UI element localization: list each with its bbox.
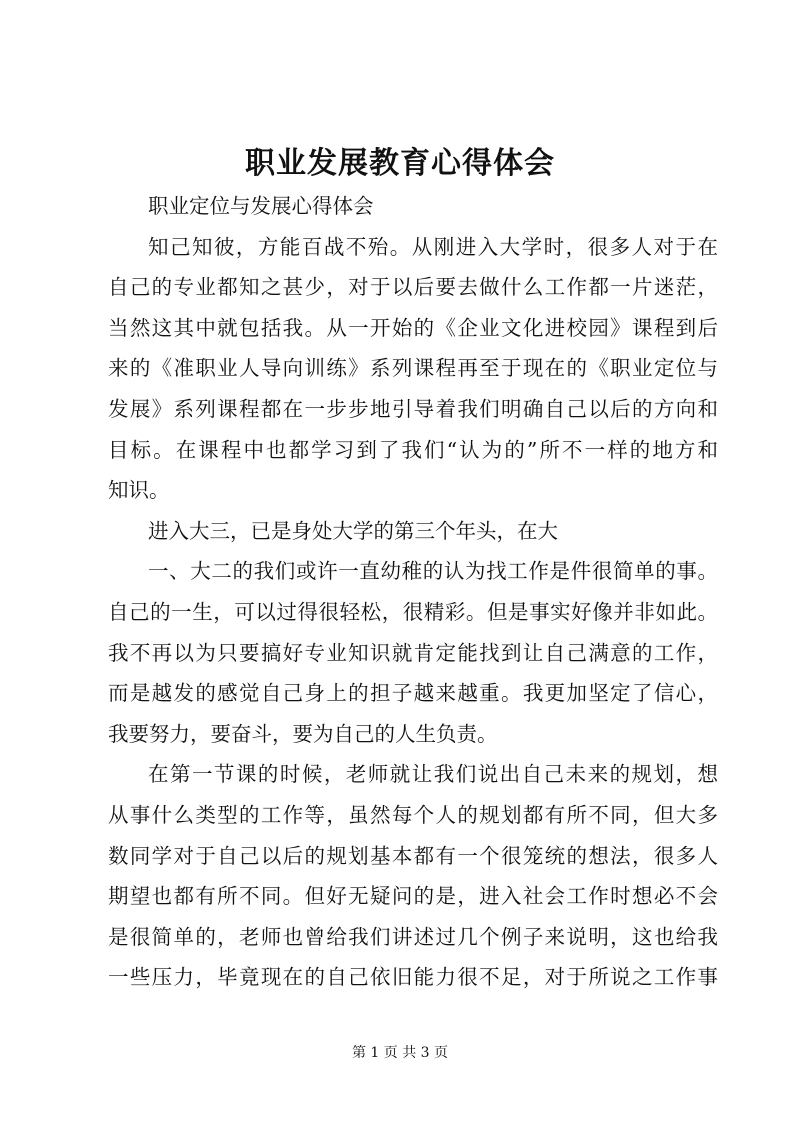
text-line: 数同学对于自己以后的规划基本都有一个很笼统的想法，很多人 <box>108 843 718 868</box>
text-line: 目标。在课程中也都学习到了我们“认为的”所不一样的地方和 <box>108 437 718 462</box>
text-line: 进入大三，已是身处大学的第三个年头，在大 <box>148 518 558 543</box>
text-line: 自己的专业都知之甚少，对于以后要去做什么工作都一片迷茫， <box>108 275 718 300</box>
text-line: 从事什么类型的工作等，虽然每个人的规划都有所不同，但大多 <box>108 802 718 827</box>
text-line: 一、大二的我们或许一直幼稚的认为找工作是件很简单的事。 <box>148 559 718 584</box>
text-line: 发展》系列课程都在一步步地引导着我们明确自己以后的方向和 <box>108 396 718 421</box>
text-line: 来的《准职业人导向训练》系列课程再至于现在的《职业定位与 <box>108 356 718 381</box>
text-line: 一些压力，毕竟现在的自己依旧能力很不足，对于所说之工作事 <box>108 965 718 990</box>
text-line: 当然这其中就包括我。从一开始的《企业文化进校园》课程到后 <box>108 315 718 340</box>
text-line: 职业定位与发展心得体会 <box>148 194 374 218</box>
text-line: 我不再以为只要搞好专业知识就肯定能找到让自己满意的工作， <box>108 640 718 665</box>
text-line: 知己知彼，方能百战不殆。从刚进入大学时，很多人对于在 <box>148 234 718 259</box>
text-line: 知识。 <box>108 478 170 503</box>
page-footer: 第 1 页 共 3 页 <box>351 1045 449 1061</box>
text-line: 而是越发的感觉自己身上的担子越来越重。我更加坚定了信心， <box>108 681 718 706</box>
text-line: 我要努力，要奋斗，要为自己的人生负责。 <box>108 721 498 746</box>
text-line: 是很简单的，老师也曾给我们讲述过几个例子来说明，这也给我 <box>108 924 718 949</box>
text-line: 在第一节课的时候，老师就让我们说出自己未来的规划，想 <box>148 762 718 787</box>
text-line: 自己的一生，可以过得很轻松，很精彩。但是事实好像并非如此。 <box>108 599 718 624</box>
document-title: 职业发展教育心得体会 <box>245 146 555 181</box>
text-line: 期望也都有所不同。但好无疑问的是，进入社会工作时想必不会 <box>108 884 718 909</box>
document-body <box>108 186 718 998</box>
